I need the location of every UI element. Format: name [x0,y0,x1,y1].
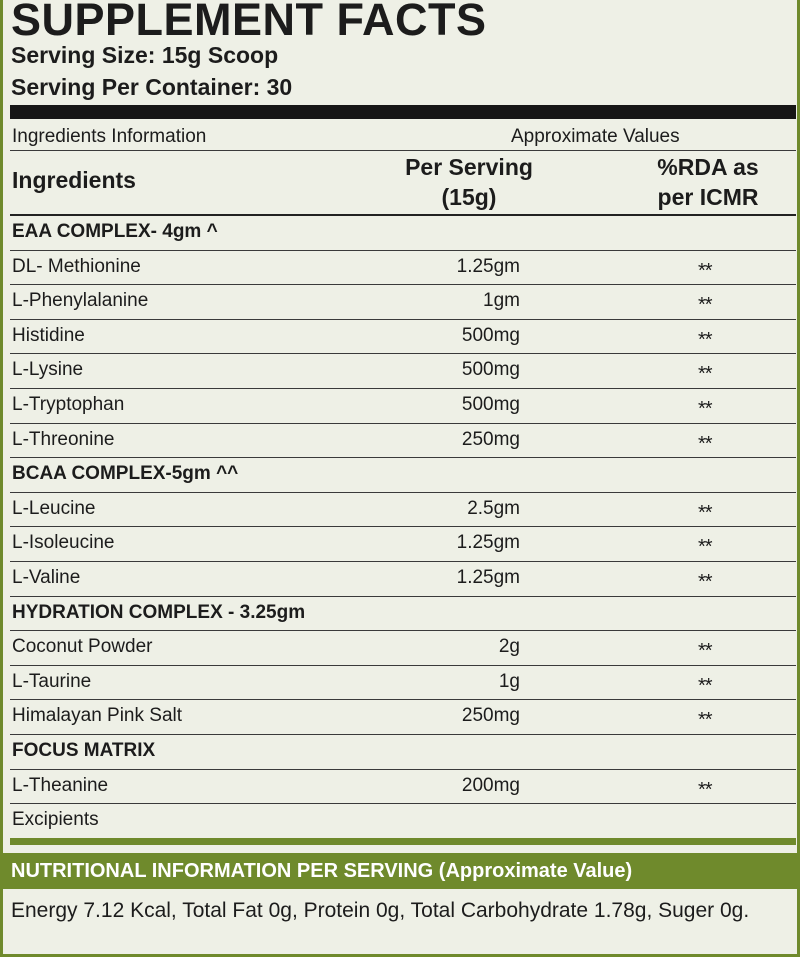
table-row [10,804,796,838]
table-row [10,285,796,319]
rda-value: ** [698,259,712,282]
table-row [10,700,796,734]
nutrition-header-band [3,853,800,889]
table-row [10,562,796,596]
per-serving-value: 250mg [461,428,520,450]
table-row [10,389,796,423]
per-serving-value: 1.25gm [456,532,520,554]
per-serving-value: 1.25gm [456,255,520,277]
serving-size: Serving Size: 15g Scoop [11,42,279,68]
ingredient-name: L-Valine [12,567,81,588]
rda-value: ** [698,571,712,593]
page-title: SUPPLEMENT FACTS [11,0,487,45]
ingredient-name: L-Threonine [12,428,115,450]
per-serving-header-line1: Per Serving [405,154,533,180]
ingredient-name: Coconut Powder [12,636,153,658]
rda-value: ** [698,536,712,559]
rda-value: ** [698,432,712,455]
ingredient-name: L-Leucine [12,497,96,519]
rda-value: ** [698,398,712,420]
rda-column-header [623,152,793,212]
section-name: EAA COMPLEX- 4gm ^ [12,221,218,242]
ingredients-column-header: Ingredients [12,167,136,193]
table-row [10,354,796,388]
ingredient-name: DL- Methionine [12,255,141,277]
ingredient-name: L-Lysine [12,359,84,381]
table-row [10,770,796,804]
per-serving-value: 1gm [483,290,520,312]
approximate-values-label: Approximate Values [511,126,680,147]
rda-value: ** [698,709,712,732]
per-serving-value: 2.5gm [467,497,520,519]
per-serving-value: 1.25gm [456,567,520,588]
per-serving-value: 200mg [461,774,520,796]
rda-value: ** [698,674,712,697]
per-serving-value: 500mg [461,324,520,346]
rda-value: ** [698,294,712,317]
per-serving-value: 500mg [461,394,520,415]
per-serving-header-line2: (15g) [441,184,497,210]
table-row [10,631,796,665]
ingredient-name: L-Isoleucine [12,532,115,554]
rda-header-line2: per ICMR [657,184,759,210]
rda-value: ** [698,328,712,351]
table-bottom-bar [10,838,796,845]
section-name: BCAA COMPLEX-5gm ^^ [12,463,239,485]
nutrition-text: Energy 7.12 Kcal, Total Fat 0g, Protein 0g, Total Carbohydrate 1.78g, Suger 0g. [11,899,750,922]
nutrition-title: NUTRITIONAL INFORMATION PER SERVING (Approximate Value) [11,860,633,882]
rda-value: ** [698,363,712,386]
rda-value: ** [698,778,712,801]
table-row [10,320,796,354]
rda-header-line1: %RDA as [657,154,759,180]
table-row [10,251,796,285]
header-divider [10,105,796,119]
ingredient-name: Histidine [12,324,85,346]
section-row [10,458,796,492]
ingredient-name: L-Taurine [12,670,92,692]
serving-per-container: Serving Per Container: 30 [11,74,293,100]
table-row [10,527,796,561]
divider [10,150,796,151]
ingredients-information-label: Ingredients Information [12,126,207,147]
ingredient-name: Excipients [12,809,99,831]
per-serving-value: 2g [498,636,520,658]
section-name: FOCUS MATRIX [12,740,156,761]
section-row [10,216,796,250]
rda-value: ** [698,501,712,524]
table-row [10,666,796,700]
table-row [10,424,796,458]
ingredient-name: L-Phenylalanine [12,290,149,312]
ingredient-name: L-Tryptophan [12,394,125,415]
per-serving-column-header [379,152,559,212]
section-row [10,735,796,769]
table-row [10,493,796,527]
per-serving-value: 250mg [461,705,520,727]
rda-value: ** [698,640,712,663]
section-row [10,597,796,631]
section-name: HYDRATION COMPLEX - 3.25gm [12,601,306,623]
ingredient-name: L-Theanine [12,774,109,796]
ingredient-name: Himalayan Pink Salt [12,705,183,727]
per-serving-value: 1g [498,670,520,692]
per-serving-value: 500mg [461,359,520,381]
